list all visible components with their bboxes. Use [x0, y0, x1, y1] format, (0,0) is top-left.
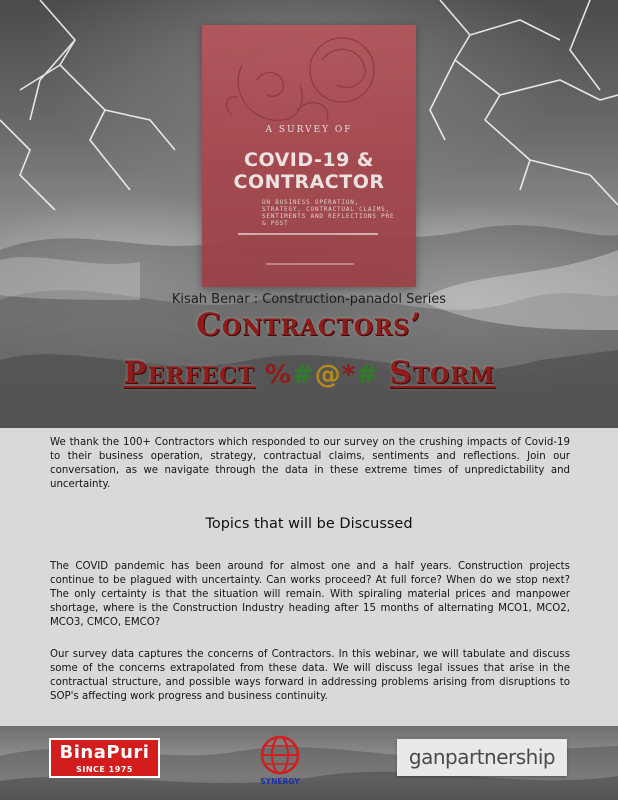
ganpartnership-logo [397, 739, 567, 776]
poster-subtitle: ON BUSINESS OPERATION, STRATEGY, CONTRACTUAL CLAIMS, SENTIMENTS AND REFLECTIONS PRE & POST [262, 199, 395, 227]
headline-perfect: Perfect [123, 355, 255, 391]
intro-paragraph [50, 436, 570, 492]
series-subtitle: Kisah Benar : Construction-panadol Series [171, 292, 447, 307]
poster-link-bar [238, 233, 378, 235]
symbol-percent: % [264, 360, 292, 390]
paragraph-survey-webinar: Our survey data captures the concerns of Contractors. In this webinar, we will tabulate and discuss some of the concerns extrapolated from these data. We will discuss legal issues that arise in the contractual structure, and possible ways forward in addressing problems arising from disruptions to SOP's affecting work progress and business continuity. [50, 649, 570, 702]
poster-title-line1: COVID-19 & [244, 149, 374, 171]
symbol-star: * [341, 360, 357, 390]
paragraph-covid-situation: The COVID pandemic has been around for almost one and a half years. Construction projects continue to be plagued with uncertainty. Can works proceed? At full force? When do we stop next? The only certainty is that the situation will remain. With spiraling material prices and manpower shortage, where is the Construction Industry heading after 15 months of alternating MCO1, MCO2, MCO3, CMCO, EMCO? [50, 561, 570, 628]
synergy-name: SYNERGY [260, 777, 300, 786]
binapuri-logo [49, 738, 160, 778]
headline-symbols [265, 360, 379, 390]
headline-contractors: Contractors’ [196, 307, 422, 343]
survey-poster [202, 25, 416, 287]
synergy-logo [250, 734, 310, 796]
headline-line2 [0, 355, 618, 391]
headline-line1 [0, 307, 618, 343]
sponsor-footer [0, 726, 618, 800]
hand-sketch-illustration [202, 25, 416, 135]
symbol-hash-2: # [356, 360, 380, 390]
globe-icon [250, 734, 310, 778]
poster-footer-bar [266, 263, 354, 265]
intro-text: We thank the 100+ Contractors which responded to our survey on the crushing impacts of Covid-19 to their business operation, strategy, contractual claims, sentiments and reflections. Join our conversation, as we navigate through the data in these extreme times of unpredictability and uncertainty. [50, 437, 570, 490]
poster-title-line2: CONTRACTOR [233, 171, 385, 193]
ganpartnership-name: ganpartnership [408, 745, 556, 769]
binapuri-name: BinaPuri [59, 742, 150, 763]
topics-heading: Topics that will be Discussed [205, 516, 413, 532]
symbol-at: @ [314, 360, 342, 390]
symbol-hash-1: # [291, 360, 315, 390]
binapuri-since: SINCE 1975 [76, 765, 133, 774]
poster-survey-label: A SURVEY OF [265, 125, 353, 135]
headline-storm: Storm [389, 355, 495, 391]
